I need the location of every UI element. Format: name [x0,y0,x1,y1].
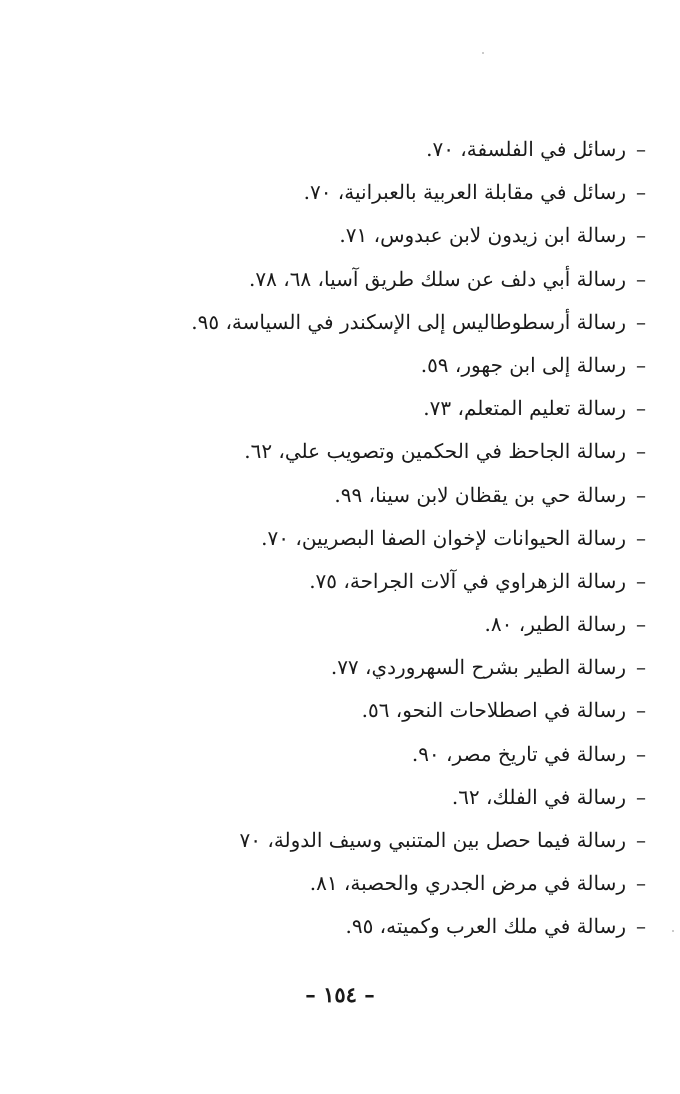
index-entry [206,430,646,473]
entry-dash: – [636,266,646,291]
entry-dash: – [636,871,646,896]
index-entry [206,128,646,171]
entry-text: رسائل في الفلسفة، ٧٠. [426,137,626,161]
entry-text: رسالة في ملك العرب وكميته، ٩٥. [345,914,626,939]
entry-dash: – [636,568,646,593]
index-entry [206,646,646,689]
index-entry [206,214,646,257]
entry-dash: – [636,439,646,464]
page-number: – ١٥٤ – [305,982,375,1007]
scan-speck [672,930,674,932]
entry-text: رسالة تعليم المتعلم، ٧٣. [423,396,626,421]
entry-dash: – [636,741,646,766]
entry-text: رسالة في تاريخ مصر، ٩٠. [411,741,626,766]
entry-text: رسالة الزهراوي في آلات الجراحة، ٧٥. [309,568,626,593]
entry-text: رسالة أرسطوطاليس إلى الإسكندر في السياسة، ٩٥. [191,309,626,334]
entry-text: رسالة ابن زيدون لابن عبدوس، ٧١. [339,223,626,248]
entry-dash: – [636,828,646,852]
index-entry [206,862,646,905]
scan-speck [482,52,484,54]
index-entry [191,301,646,344]
index-entry [206,819,646,862]
entry-dash: – [636,180,646,205]
entry-text: رسالة في مرض الجدري والحصبة، ٨١. [309,871,626,896]
entry-dash: – [636,525,646,550]
entry-dash: – [636,784,646,809]
entry-text: رسالة حي بن يقظان لابن سينا، ٩٩. [334,482,626,507]
index-entry [206,603,646,646]
entry-text: رسالة في الفلك، ٦٢. [451,784,626,809]
entry-text: رسالة الحيوانات لإخوان الصفا البصريين، ٧٠. [261,525,626,550]
entry-text: رسالة إلى ابن جهور، ٥٩. [420,352,626,377]
index-entry [206,776,646,819]
index-entry [206,905,646,948]
entry-text: رسالة الطير، ٨٠. [484,612,626,637]
entry-dash: – [636,396,646,421]
entry-text: رسالة أبي دلف عن سلك طريق آسيا، ٦٨، ٧٨. [249,266,626,291]
index-entry [206,560,646,603]
entry-dash: – [636,137,646,161]
entry-dash: – [636,612,646,637]
entry-text: رسالة فيما حصل بين المتنبي وسيف الدولة، ٧٠ [239,828,626,852]
entry-dash: – [636,223,646,248]
entry-dash: – [636,698,646,723]
index-entry [206,344,646,387]
entry-dash: – [636,482,646,507]
entry-text: رسالة الطير بشرح السهروردي، ٧٧. [330,655,626,680]
index-entry [206,387,646,430]
entry-dash: – [636,352,646,377]
index-entry [206,733,646,776]
entry-text: رسالة الجاحظ في الحكمين وتصويب علي، ٦٢. [244,439,626,464]
entry-dash: – [636,914,646,939]
index-entry [206,517,646,560]
index-entry [206,171,646,214]
index-entry-list [191,128,646,949]
index-entry [206,474,646,517]
entry-dash: – [636,309,646,334]
entry-dash: – [636,655,646,680]
index-entry [206,258,646,301]
entry-text: رسالة في اصطلاحات النحو، ٥٦. [361,698,626,723]
entry-text: رسائل في مقابلة العربية بالعبرانية، ٧٠. [303,180,626,205]
index-entry [206,689,646,732]
